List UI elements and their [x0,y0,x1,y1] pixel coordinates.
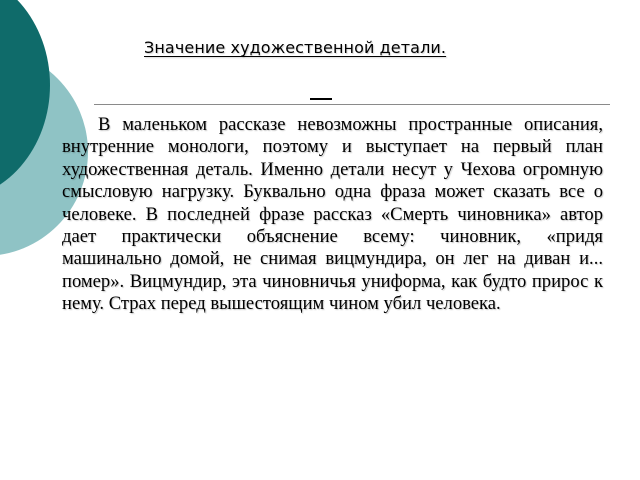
title-dash-divider [310,98,332,100]
slide-title: Значение художественной детали. [144,38,447,57]
horizontal-rule [94,104,610,105]
body-paragraph: В маленьком рассказе невозможны пространные описания, внутренние монологи, поэтому и выступает на первый план художественная деталь. Именно детали несут у Чехова огромную смысловую нагрузку. Буквально одна фраза может сказать все о человеке. В последней фразе рассказ «Смерть чиновника» автор дает практически объяснение всему: чиновник, «придя машинально домой, не снимая вицмундира, он лег на диван и... помер». Вицмундир, эта чиновничья униформа, как будто прирос к нему. Страх перед вышестоящим чином убил человека. [62,114,603,315]
